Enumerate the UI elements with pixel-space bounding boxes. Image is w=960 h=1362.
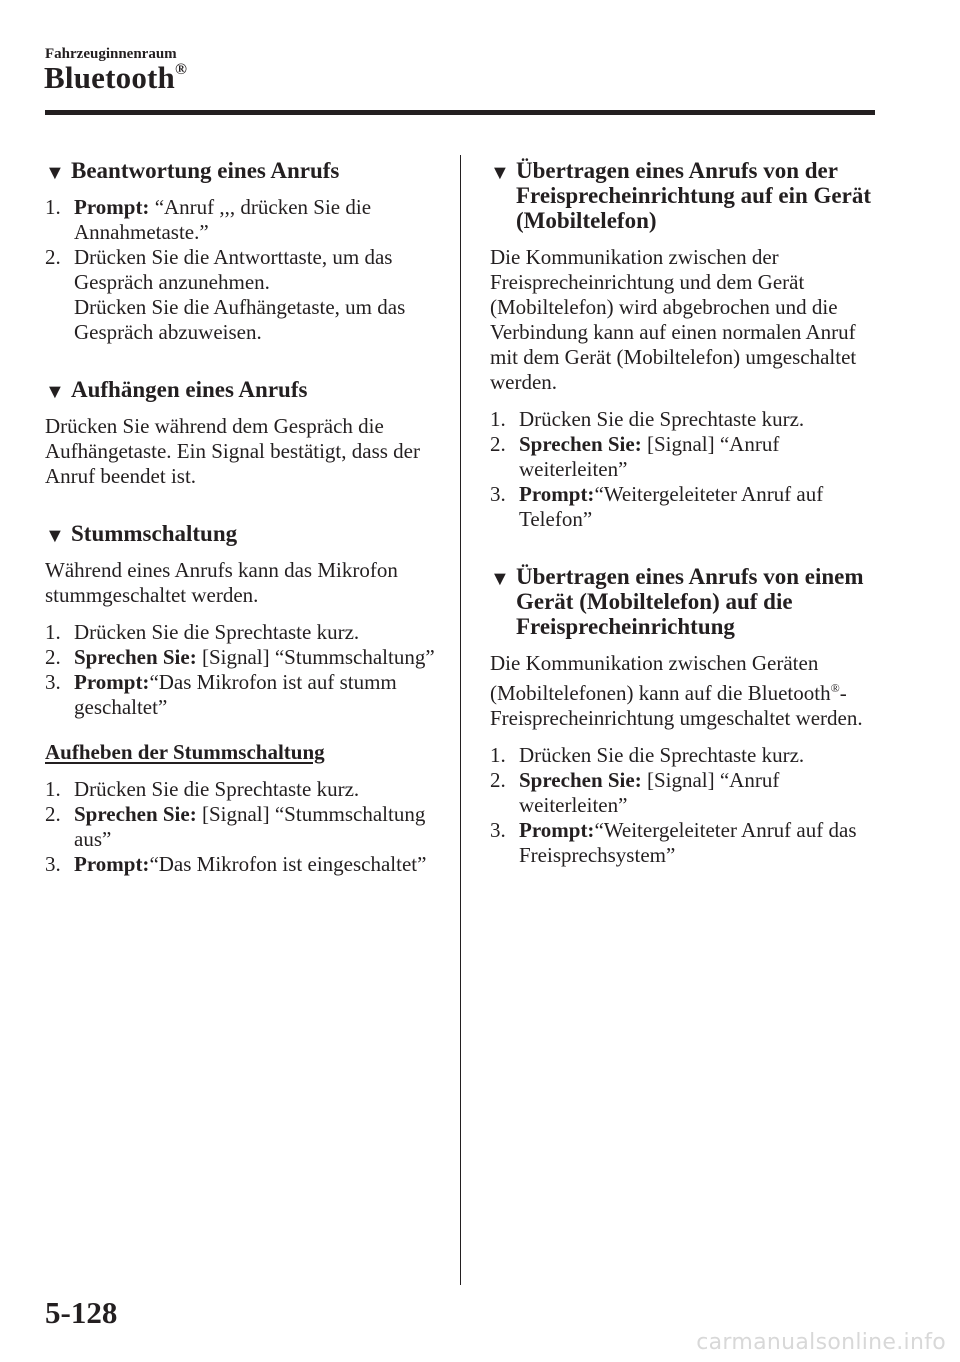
left-column	[45, 158, 440, 877]
step-list	[490, 743, 885, 868]
list-item: 1. Prompt: “Anruf ,,, drücken Sie die Annahmetaste.”	[45, 195, 372, 244]
list-item: 2. Sprechen Sie: [Signal] “Anruf weiterleiten”	[490, 432, 780, 481]
subheading: Aufheben der Stummschaltung	[45, 740, 325, 764]
list-item: 3. Prompt:“Weitergeleiteter Anruf auf das Freisprechsystem”	[490, 818, 857, 867]
list-item: 1. Drücken Sie die Sprechtaste kurz.	[45, 777, 360, 801]
section-heading: ▼ Beantwortung eines Anrufs	[45, 158, 340, 184]
triangle-down-icon: ▼	[45, 381, 65, 403]
list-item: 1. Drücken Sie die Sprechtaste kurz.	[490, 407, 805, 431]
step-list	[490, 407, 885, 532]
section-heading: ▼ Aufhängen eines Anrufs	[45, 377, 308, 403]
list-item: 2. Sprechen Sie: [Signal] “Stummschaltung”	[45, 645, 435, 669]
registered-mark: ®	[174, 60, 188, 78]
paragraph: Die Kommunikation zwischen der Freisprecheinrichtung und dem Gerät (Mobiltelefon) wird abgebrochen und die Verbindung kann auf einen normalen Anruf mit dem Gerät (Mobiltelefon) umgeschaltet werden.	[490, 245, 857, 394]
paragraph: Drücken Sie während dem Gespräch die Aufhängetaste. Ein Signal bestätigt, dass der Anruf beendet ist.	[45, 414, 420, 488]
column-divider	[460, 155, 461, 1285]
section-heading: ▼ Stummschaltung	[45, 521, 238, 547]
list-item: 2. Drücken Sie die Antworttaste, um das Gespräch anzunehmen. Drücken Sie die Aufhängetaste, um das Gespräch abzuweisen.	[45, 245, 406, 344]
list-item: 1. Drücken Sie die Sprechtaste kurz.	[490, 743, 805, 767]
list-item: 3. Prompt:“Weitergeleiteter Anruf auf Telefon”	[490, 482, 824, 531]
list-item: 2. Sprechen Sie: [Signal] “Stummschaltung aus”	[45, 802, 426, 851]
list-item: 3. Prompt:“Das Mikrofon ist eingeschaltet”	[45, 852, 427, 876]
chapter-label: Fahrzeuginnenraum	[45, 46, 177, 62]
step-list	[45, 195, 440, 345]
page-title-text: Bluetooth	[44, 60, 175, 95]
header-rule	[45, 110, 875, 115]
paragraph: Während eines Anrufs kann das Mikrofon stummgeschaltet werden.	[45, 558, 398, 607]
right-column	[490, 158, 885, 868]
list-item: 2. Sprechen Sie: [Signal] “Anruf weiterleiten”	[490, 768, 780, 817]
triangle-down-icon: ▼	[490, 568, 510, 590]
step-list	[45, 620, 440, 720]
step-list	[45, 777, 440, 877]
section-heading: ▼ Übertragen eines Anrufs von der Freisprecheinrichtung auf ein Gerät (Mobiltelefon)	[490, 158, 871, 233]
page-title	[44, 60, 187, 96]
section-heading: ▼ Übertragen eines Anrufs von einem Gerät (Mobiltelefon) auf die Freisprecheinrichtung	[490, 564, 864, 639]
list-item: 1. Drücken Sie die Sprechtaste kurz.	[45, 620, 360, 644]
watermark: carmanualsonline.info	[696, 1330, 946, 1355]
paragraph: Die Kommunikation zwischen Geräten (Mobiltelefonen) kann auf die Bluetooth®-Freisprecheinrichtung umgeschaltet werden.	[490, 651, 863, 730]
triangle-down-icon: ▼	[490, 162, 510, 184]
page-number: 5-128	[45, 1295, 118, 1330]
list-item: 3. Prompt:“Das Mikrofon ist auf stumm geschaltet”	[45, 670, 397, 719]
triangle-down-icon: ▼	[45, 525, 65, 547]
triangle-down-icon: ▼	[45, 162, 65, 184]
